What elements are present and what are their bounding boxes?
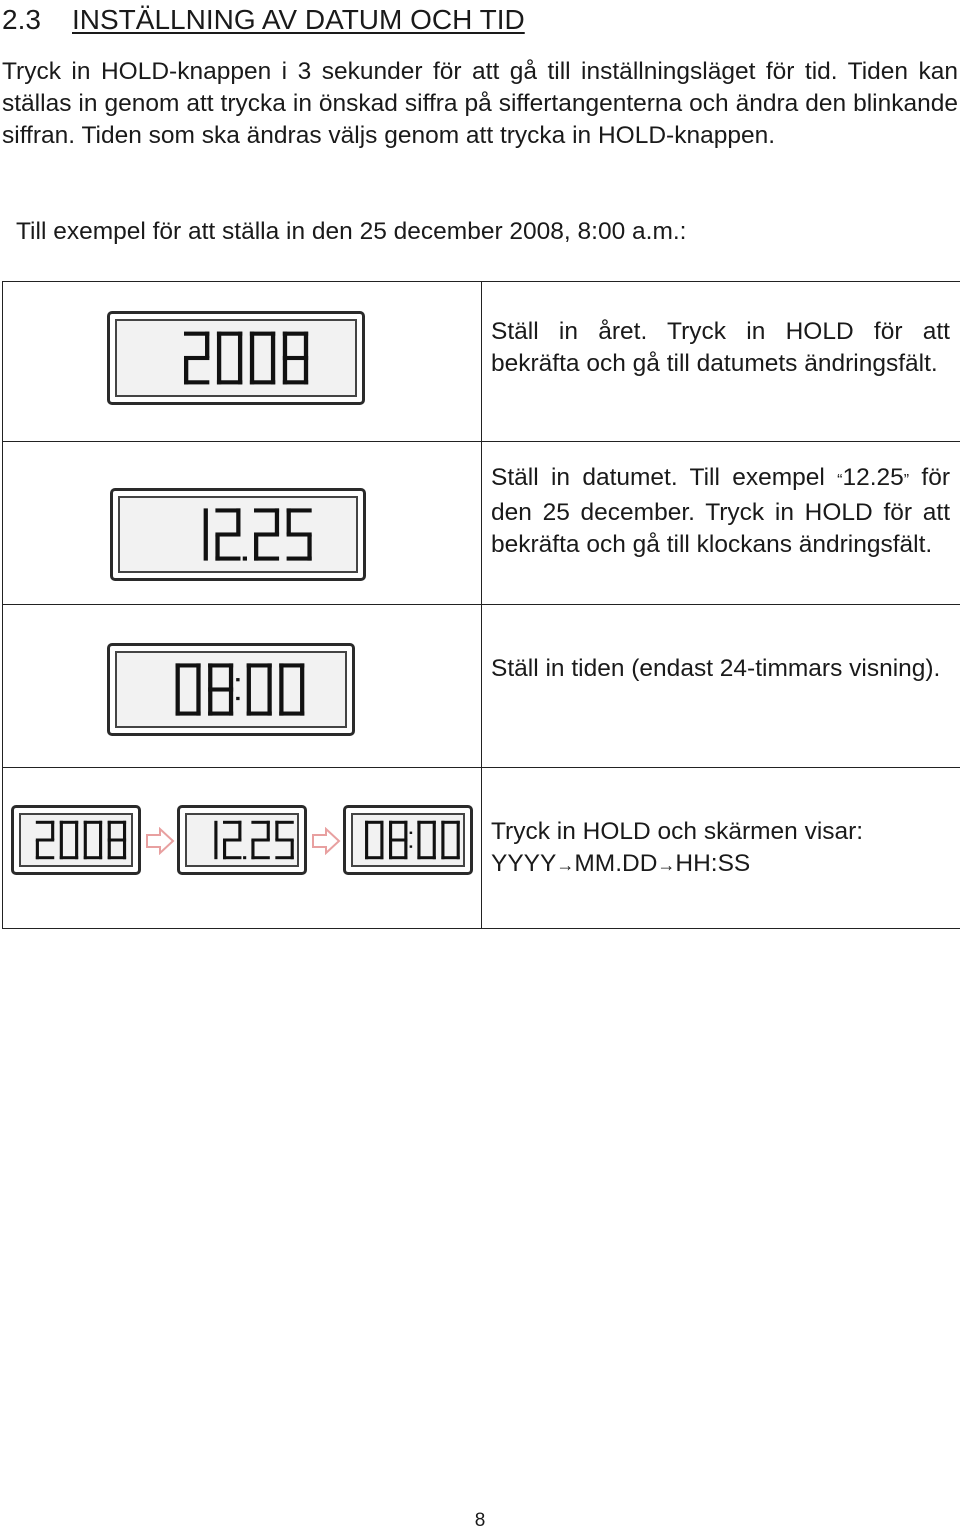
- step-time-text-cell: [482, 605, 960, 768]
- step-row-sequence: [3, 768, 960, 929]
- lcd-segment: [60, 821, 63, 840]
- intro-paragraph: Tryck in HOLD-knappen i 3 sekunder för att gå till inställningsläget för tid. Tiden kan ställas in genom att trycka in önskad siffra på siffertangenterna och ändra den blinkande siffran. Tiden som ska ändras väljs genom att trycka in HOLD-knappen.: [2, 56, 958, 152]
- lcd-segment: [417, 821, 420, 840]
- lcd-colon: [236, 697, 239, 700]
- lcd-segment: [75, 821, 78, 840]
- lcd-segment: [365, 821, 368, 840]
- lcd-segment: [247, 690, 251, 716]
- steps-table: [2, 281, 960, 929]
- lcd-dot: [243, 856, 246, 859]
- step-sequence-text: Tryck in HOLD och skärmen visar: YYYY→MM.DD→HH:SS: [482, 768, 960, 881]
- lcd-segment: [250, 332, 254, 358]
- lcd-segment: [184, 380, 209, 384]
- lcd-segment: [271, 332, 275, 358]
- lcd-segment: [267, 821, 270, 840]
- lcd-colon: [410, 832, 413, 834]
- lcd-segment: [417, 840, 420, 859]
- lcd-segment: [275, 508, 279, 534]
- lcd-segment: [304, 332, 308, 358]
- lcd-segment: [229, 663, 233, 689]
- lcd-segment: [283, 356, 308, 360]
- lcd-segment: [247, 663, 251, 689]
- step-date-image-cell: [3, 442, 482, 605]
- step-year-text-cell: [482, 282, 960, 442]
- lcd-segment: [36, 856, 54, 859]
- lcd-digits: [180, 808, 304, 872]
- step-date-text: Ställ in datumet. Till exempel “12.25” för den 25 december. Tryck in HOLD för att bekräfta och gå till klockans ändringsfält.: [482, 442, 960, 561]
- lcd-segment: [208, 687, 233, 691]
- lcd-segment: [108, 821, 111, 840]
- sequence-arrow-glyph: →: [657, 855, 675, 875]
- section-heading: [2, 4, 525, 36]
- lcd-segment: [176, 690, 180, 716]
- lcd-segment: [238, 332, 242, 358]
- lcd-segment: [208, 663, 212, 689]
- step-row-year: [3, 282, 960, 442]
- lcd-segment: [108, 840, 111, 859]
- lcd-display-date: [110, 488, 366, 581]
- lcd-segment: [214, 840, 217, 859]
- step-time-text: Ställ in tiden (endast 24-timmars visning).: [482, 605, 960, 685]
- lcd-digits: [113, 491, 363, 578]
- lcd-segment: [389, 840, 392, 859]
- section-title: INSTÄLLNING AV DATUM OCH TID: [72, 4, 525, 35]
- lcd-segment: [457, 821, 460, 840]
- lcd-segment: [279, 690, 283, 716]
- lcd-dot: [243, 557, 247, 561]
- lcd-segment: [389, 821, 392, 840]
- lcd-segment: [287, 508, 291, 534]
- lcd-segment: [99, 821, 102, 840]
- step-row-date: [3, 442, 960, 605]
- lcd-colon: [236, 678, 239, 681]
- lcd-segment: [441, 821, 444, 840]
- lcd-segment: [283, 358, 287, 384]
- lcd-segment: [108, 838, 126, 841]
- lcd-digits: [110, 314, 362, 402]
- lcd-digits: [14, 808, 138, 872]
- step-sequence-text-cell: [482, 768, 960, 929]
- lcd-display-year: [107, 311, 365, 405]
- lcd-segment: [215, 557, 240, 561]
- lcd-segment: [254, 557, 279, 561]
- lcd-segment: [208, 690, 212, 716]
- lcd-segment: [214, 821, 217, 840]
- lcd-display-sequence-time: [343, 805, 473, 875]
- step-time-image-cell: [3, 605, 482, 768]
- lcd-segment: [51, 821, 54, 840]
- lcd-colon: [410, 845, 413, 847]
- lcd-display-time: [107, 643, 355, 736]
- lcd-segment: [287, 557, 312, 561]
- outline-right-arrow-icon: [311, 827, 341, 855]
- lcd-segment: [275, 821, 278, 840]
- lcd-segment: [250, 358, 254, 384]
- lcd-segment: [267, 663, 271, 689]
- lcd-segment: [441, 840, 444, 859]
- lcd-segment: [433, 821, 436, 840]
- step-sequence-image-cell: [3, 768, 482, 929]
- lcd-display-sequence-year: [11, 805, 141, 875]
- lcd-segment: [283, 332, 287, 358]
- lcd-segment: [236, 508, 240, 534]
- lcd-segment: [196, 663, 200, 689]
- lcd-digits: [110, 646, 352, 733]
- lcd-segment: [217, 358, 221, 384]
- step-year-image-cell: [3, 282, 482, 442]
- lcd-segment: [365, 840, 368, 859]
- lcd-segment: [60, 840, 63, 859]
- lcd-segment: [205, 332, 209, 358]
- lcd-segment: [275, 856, 293, 859]
- lcd-segment: [223, 856, 241, 859]
- step-row-time: [3, 605, 960, 768]
- lcd-digits: [346, 808, 470, 872]
- example-line: Till exempel för att ställa in den 25 december 2008, 8:00 a.m.:: [16, 216, 686, 248]
- lcd-segment: [204, 535, 208, 561]
- lcd-segment: [123, 821, 126, 840]
- lcd-display-sequence-date: [177, 805, 307, 875]
- lcd-segment: [404, 821, 407, 840]
- outline-right-arrow-icon: [145, 827, 175, 855]
- page-number: 8: [0, 1510, 960, 1532]
- lcd-segment: [380, 821, 383, 840]
- lcd-segment: [217, 332, 221, 358]
- lcd-segment: [204, 508, 208, 534]
- lcd-segment: [279, 663, 283, 689]
- lcd-segment: [238, 821, 241, 840]
- lcd-segment: [251, 856, 269, 859]
- lcd-segment: [300, 663, 304, 689]
- section-number: 2.3: [2, 4, 72, 36]
- step-year-text: Ställ in året. Tryck in HOLD för att bekräfta och gå till datumets ändringsfält.: [482, 282, 960, 380]
- lcd-segment: [84, 840, 87, 859]
- sequence-arrow-glyph: →: [556, 855, 574, 875]
- step-date-text-cell: [482, 442, 960, 605]
- lcd-segment: [389, 838, 407, 841]
- lcd-segment: [84, 821, 87, 840]
- lcd-segment: [176, 663, 180, 689]
